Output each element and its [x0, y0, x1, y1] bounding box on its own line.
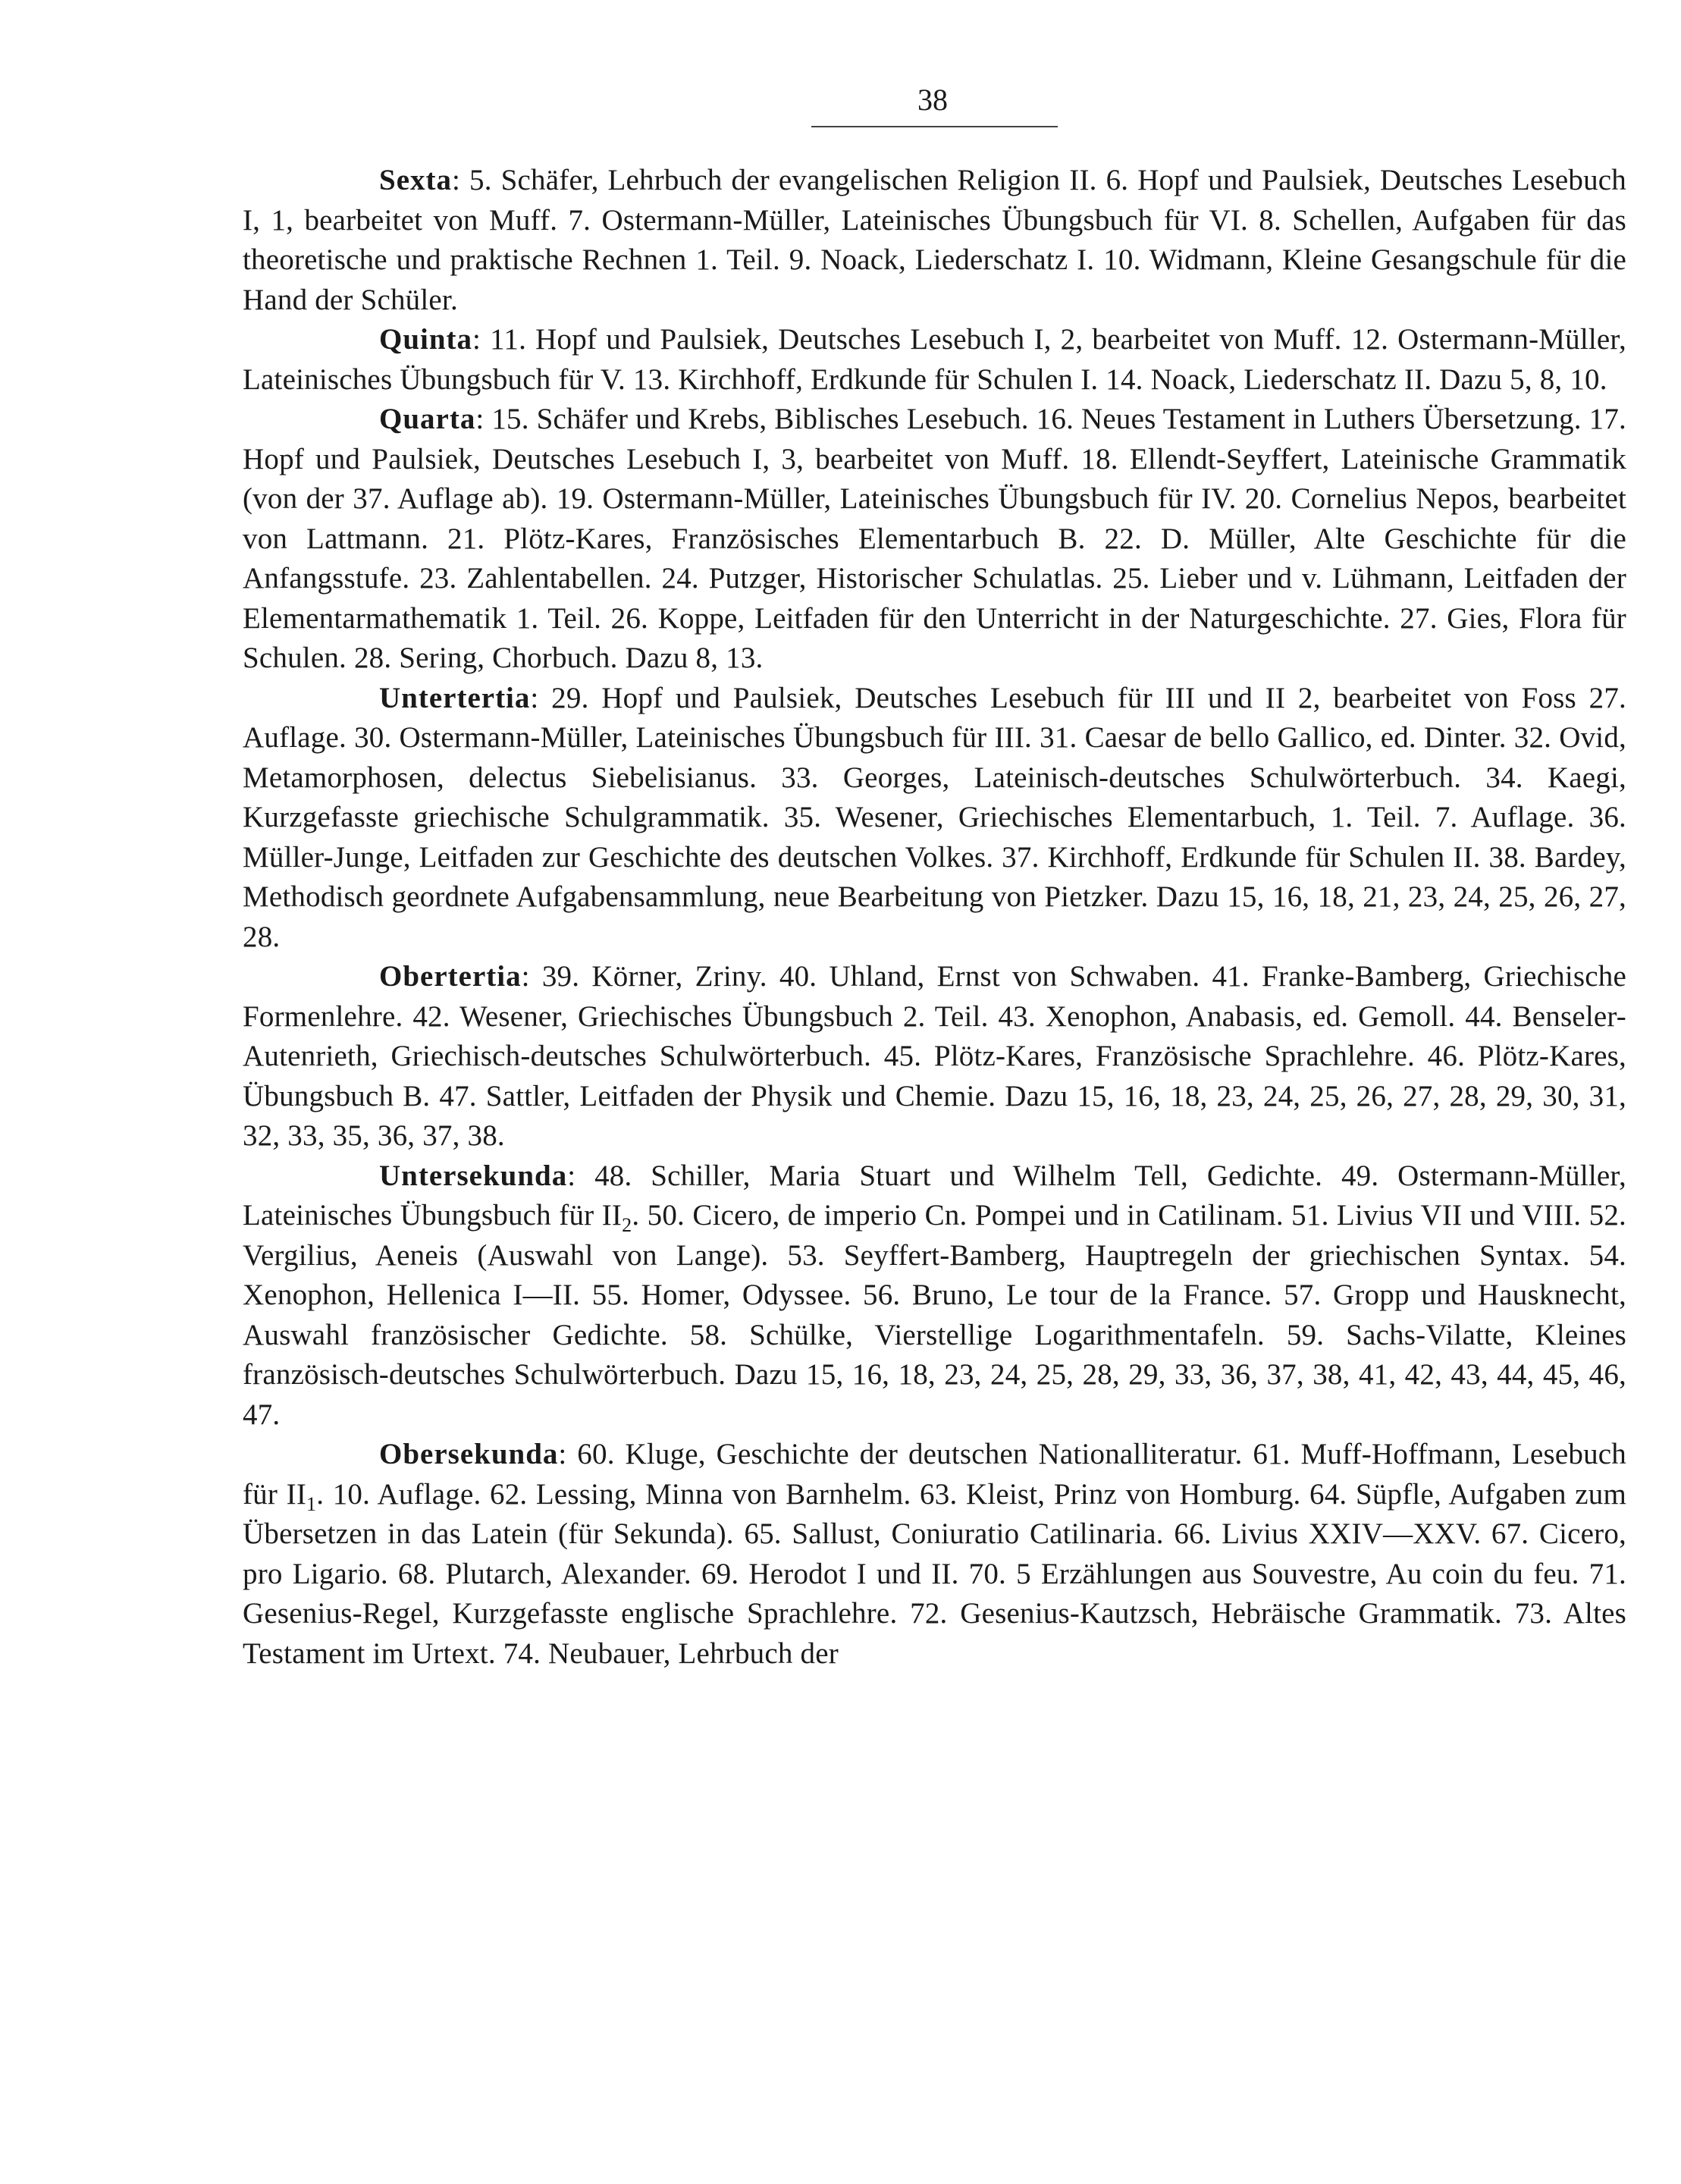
section-text-obertertia: : 39. Körner, Zriny. 40. Uhland, Ernst von Schwaben. 41. Franke-Bamberg, Griechische Formenlehre. 42. Wesener, Griechisches Übungsbuch 2. Teil. 43. Xenophon, Anabasis, ed. Gemoll. 44. Benseler-Autenrieth, Griechisch-deutsches Schulwörterbuch. 45. Plötz-Kares, Französische Sprachlehre. 46. Plötz-Kares, Übungsbuch B. 47. Sattler, Leitfaden der Physik und Chemie. Dazu 15, 16, 18, 23, 24, 25, 26, 27, 28, 29, 30, 31, 32, 33, 35, 36, 37, 38.: [243, 960, 1626, 1152]
section-untertertia: [243, 679, 1626, 958]
section-text-untersekunda-b: . 50. Cicero, de imperio Cn. Pompei und in Catilinam. 51. Livius VII und VIII. 52. Vergilius, Aeneis (Auswahl von Lange). 53. Seyffert-Bamberg, Hauptregeln der griechischen Syntax. 54. Xenophon, Hellenica I—II. 55. Homer, Odyssee. 56. Bruno, Le tour de la France. 57. Gropp und Hausknecht, Auswahl französischer Gedichte. 58. Schülke, Vierstellige Logarithmentafeln. 59. Sachs-Vilatte, Kleines französisch-deutsches Schulwörterbuch. Dazu 15, 16, 18, 23, 24, 25, 28, 29, 33, 36, 37, 38, 41, 42, 43, 44, 45, 46, 47.: [243, 1199, 1627, 1431]
section-text-obersekunda-b: . 10. Auflage. 62. Lessing, Minna von Barnhelm. 63. Kleist, Prinz von Homburg. 64. Süpfle, Aufgaben zum Übersetzen in das Latein (für Sekunda). 65. Sallust, Coniuratio Catilinaria. 66. Livius XXIV—XXV. 67. Cicero, pro Ligario. 68. Plutarch, Alexander. 69. Herodot I und II. 70. 5 Erzählungen aus Souvestre, Au coin du feu. 71. Gesenius-Regel, Kurzgefasste englische Sprachlehre. 72. Gesenius-Kautzsch, Hebräische Grammatik. 73. Altes Testament im Urtext. 74. Neubauer, Lehrbuch der: [243, 1477, 1626, 1670]
section-label-obertertia: Obertertia: [379, 960, 522, 993]
header-rule: [811, 126, 1058, 127]
book-list-body: [243, 161, 1626, 1674]
section-label-untertertia: Untertertia: [379, 681, 531, 714]
subscript-obersekunda: 1: [306, 1492, 317, 1515]
section-text-quinta: : 11. Hopf und Paulsiek, Deutsches Lesebuch I, 2, bearbeitet von Muff. 12. Ostermann-Müller, Lateinisches Übungsbuch für V. 13. Kirchhoff, Erdkunde für Schulen I. 14. Noack, Liederschatz II. Dazu 5, 8, 10.: [243, 323, 1626, 396]
section-untersekunda: [243, 1156, 1626, 1436]
section-label-untersekunda: Untersekunda: [379, 1159, 568, 1192]
section-label-quarta: Quarta: [379, 403, 476, 435]
section-sexta: [243, 161, 1626, 320]
section-obertertia: [243, 957, 1626, 1156]
subscript-untersekunda: 2: [622, 1213, 632, 1236]
section-text-untertertia: : 29. Hopf und Paulsiek, Deutsches Lesebuch für III und II 2, bearbeitet von Foss 27. Auflage. 30. Ostermann-Müller, Lateinisches Übungsbuch für III. 31. Caesar de bello Gallico, ed. Dinter. 32. Ovid, Metamorphosen, delectus Siebelisianus. 33. Georges, Lateinisch-deutsches Schulwörterbuch. 34. Kaegi, Kurzgefasste griechische Schulgrammatik. 35. Wesener, Griechisches Elementarbuch, 1. Teil. 7. Auflage. 36. Müller-Junge, Leitfaden zur Geschichte des deutschen Volkes. 37. Kirchhoff, Erdkunde für Schulen II. 38. Bardey, Methodisch geordnete Aufgabensammlung, neue Bearbeitung von Pietzker. Dazu 15, 16, 18, 21, 23, 24, 25, 26, 27, 28.: [243, 681, 1626, 953]
section-quinta: [243, 320, 1626, 400]
section-label-quinta: Quinta: [379, 323, 473, 356]
page-number: 38: [917, 83, 948, 117]
section-label-obersekunda: Obersekunda: [379, 1438, 559, 1470]
section-text-obersekunda-a: : 60. Kluge, Geschichte der deutschen Nationalliteratur. 61. Muff-Hoffmann, Lesebuch für II: [243, 1438, 1626, 1511]
section-text-untersekunda-a: : 48. Schiller, Maria Stuart und Wilhelm Tell, Gedichte. 49. Ostermann-Müller, Lateinisches Übungsbuch für II: [243, 1159, 1626, 1232]
section-obersekunda: [243, 1435, 1626, 1674]
section-quarta: [243, 400, 1626, 679]
section-text-sexta: : 5. Schäfer, Lehrbuch der evangelischen Religion II. 6. Hopf und Paulsiek, Deutsches Lesebuch I, 1, bearbeitet von Muff. 7. Ostermann-Müller, Lateinisches Übungsbuch für VI. 8. Schellen, Aufgaben für das theoretische und praktische Rechnen 1. Teil. 9. Noack, Liederschatz I. 10. Widmann, Kleine Gesangschule für die Hand der Schüler.: [243, 164, 1626, 316]
section-text-quarta: : 15. Schäfer und Krebs, Biblisches Lesebuch. 16. Neues Testament in Luthers Übersetzung. 17. Hopf und Paulsiek, Deutsches Lesebuch I, 3, bearbeitet von Muff. 18. Ellendt-Seyffert, Lateinische Grammatik (von der 37. Auflage ab). 19. Ostermann-Müller, Lateinisches Übungsbuch für IV. 20. Cornelius Nepos, bearbeitet von Lattmann. 21. Plötz-Kares, Französisches Elementarbuch B. 22. D. Müller, Alte Geschichte für die Anfangsstufe. 23. Zahlentabellen. 24. Putzger, Historischer Schulatlas. 25. Lieber und v. Lühmann, Leitfaden der Elementarmathematik 1. Teil. 26. Koppe, Leitfaden für den Unterricht in der Naturgeschichte. 27. Gies, Flora für Schulen. 28. Sering, Chorbuch. Dazu 8, 13.: [243, 403, 1626, 674]
section-label-sexta: Sexta: [379, 164, 452, 196]
